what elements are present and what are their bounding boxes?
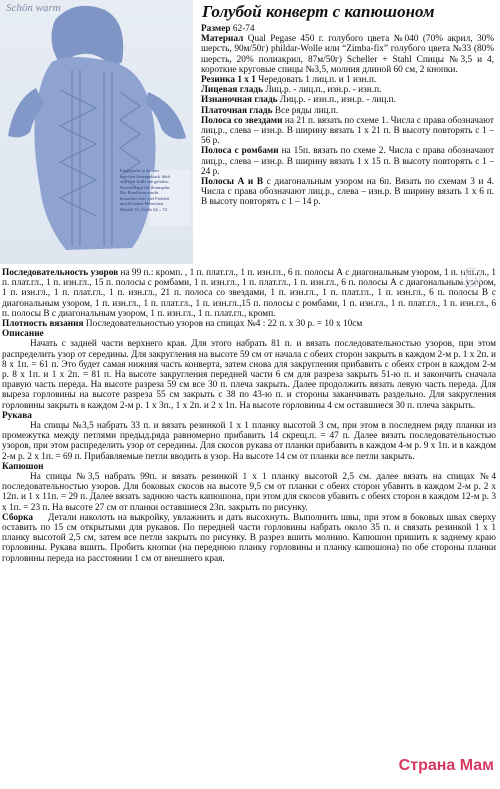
description-heading: Описание: [2, 329, 44, 340]
materials-column: [201, 24, 494, 208]
sleeve-heading: Рукава: [2, 410, 32, 421]
hood-paragraph: На спицы №3,5 набрать 99п. и вязать резинкой 1 х 1 планку высотой 2,5 см. далее вязать на спицах №4 последовательностью узоров. Для боковых скосов на высоте 9,5 см от планки с обеих сторон убавить в каждом 2-м р. 2 х 12п. и 1 х 11п. = 29 п. Далее вязать заднюю часть капюшона, при этом для скосов убавить с обеих сторон в каждом 12-м р. 3 х 1п. = 23 п. На высоте 27 см от планки оставшиеся 23п. закрыть по рисунку.: [2, 472, 496, 513]
garter-line: Платочная гладь Все ряды лиц.п.: [201, 105, 339, 116]
rib-line: Резинка 1 х 1 Чередовать 1 лиц.п. и 1 изн.п.: [201, 75, 377, 86]
photo-envelope-with-hood: [0, 0, 193, 264]
stockinette-line: Лицевая гладь Лиц.р. - лиц.п., изн.р. - изн.п.: [201, 85, 382, 96]
description-paragraph: Начать с задней части верхнего края. Для этого набрать 81 п. и вязать последовательностью узоров, при этом распределить узор от середины. Для закругления на высоте 59 см от начала с обеих сторон закрыть в каждом 2-м р. 1 х 2п. и 8 х 1п. = 61 п. Это будет самая нижняя часть конверта, затем снова для закругления прибавить с обеих строн в каждом 2-м р. 8 х 1п. и 1 х 2п. = 81 п. На высоте закругления передней части 6 см для разреза закрыть 51-ю п. и закончить сначала правую часть переда. На высоте разреза 59 см все 30 п. плеча закрыть. Далее продолжить вязать левую часть переда. Для выреза горловины на высоте разреза 55 см закрыть с 38 по 43-ю п. и стороны заканчивать раздельно. Для закругления горловины закрыть в каждом 2-м р. 1 х 3п., 1 х 2п. и 2 х 1п. На высоте горловины 4 см оставшиеся 30 п. плеча закрыть.: [2, 339, 496, 411]
page-title: Голубой конверт с капюшоном: [202, 2, 435, 21]
knitted-envelope-image: [0, 0, 193, 264]
watermark-diagonal: ©: [454, 258, 489, 297]
sleeve-paragraph: На спицы №3,5 набрать 33 п. и вязать резинкой 1 х 1 планку высотой 3 см, при этом в последнем ряду планки из промежутка между петлями предыд.ряда равномерно прибавить 14 скрещ.п. = 47 п. Далее вязать последовательностью узоров, при этом распределить узор от середины. Для скосов рукава от планки прибавить в каждом 4-м р. 9 х 1п. и в каждом 2-м р. 2 х 1п. = 69 п. Прибавляемые петли вводить в узор. На высоте 14 см от планки все петли закрыть.: [2, 421, 496, 462]
sequence-paragraph: Последовательность узоров на 99 п.: кромп. , 1 п. плат.гл., 1 п. изн.гл., 6 п. полосы А с диагональным узором, 1 п. изн.гл., 1 п. плат.гл., 1 п. изн.гл., 15 п. полосы с ромбами, 1 п. изн.гл., 1 п. плат.гл., 1 п. изн.гл., 6 п. полосы А с диагональным узором, 1 п. изн.гл., 1 п. плат.гл., 1 п. изн.гл., 21 п. полоса со звездами, 1 п. изн.гл., 1 п. плат.гл., 1 п. изн.гл., 6 п. полосы В с диагональным узором, 1 п. изн.гл., 1 п. плат.гл., 1 п. изн.гл.,15 п. полосы с ромбами, 1 п. изн.гл., 1 п. плат.гл., 1 п. изн.гл., 6 п. полосы В с диагональным узором, 1 п. изн.гл., 1 п. плат.гл., кромп.: [2, 268, 497, 319]
hood-heading: Капюшон: [2, 461, 44, 472]
instructions-body: [2, 268, 496, 564]
site-watermark: Страна Мам: [398, 757, 494, 774]
patterns-ab-paragraph: Полосы А и В с диагональным узором на 6п. Вязать по схемам 3 и 4. Числа с права обозначают лиц.р., слева – изн.р. В ширину вязать 1 х 6 п. В высоту повторять с 1 – 14 р.: [201, 177, 494, 208]
material-paragraph: Материал Qual Pegase 450 г. голубого цвета №040 (70% акрил, 30% шерсть, 90м/50г) phildar-Wolle или “Zimba-fix” голубого цвета №33 (80% шерсть, 20% полиакрил, 87м/50г) Scheller + Stahl Спицы №3,5 и 4, короткие круговые спицы №3,5, молния длиной 60 см, 2 кнопки.: [201, 34, 495, 75]
stars-paragraph: Полоса со звездами на 21 п. вязать по схеме 1. Числа с права обозначают лиц.р., слева – изн.р. В ширину вязать 1 х 21 п. В высоту повторять с 1 – 56 р.: [201, 115, 494, 147]
diamonds-paragraph: Полоса с ромбами на 15п. вязать по схеме 2. Числа с права обозначают лиц.р., слева – изн.р. В ширину вязать 1 х 15 п. В высоту повторять с 1 – 24 р.: [201, 146, 495, 177]
photo-note: Eingepackt in diesem weichen Strampelsack fühlt sich hier Kalle die gefallen Kuschelt mit die Strampeln. Die Rundform macht besonders hier viel Freiheit und Schuhen Menschen. Modell 15, Größe 62 – 74: [120, 168, 171, 212]
size-line: Размер 62-74: [201, 24, 255, 34]
assembly-paragraph: Сборка Детали наколоть на выкройку, увлажнить и дать высохнуть. Выполнить швы, при этом в боковых швах сверху оставить по 15 см открытыми для рукавов. По передней части горловины набрать около 35 п. и связать резинкой 1 х 1 планку высотой 2,5 см, затем все петли закрыть по рисунку. В разрез вшить молнию. Капюшон пришить к заднему краю горловины. Рукава вшить. Пробить кнопки (на переднюю планку горловины и планку капюшона) по обе стороны планки горловины переда на расстоянии 1 см от внешнего края.: [2, 512, 496, 564]
density-line: Плотность вязания Последовательностью узоров на спицах №4 : 22 п. х 30 р. = 10 х 10см: [2, 319, 363, 330]
photo-caption: Schön warm: [6, 2, 61, 14]
reverse-line: Изнаночная гладь Лиц.р. - изн.п., изн.р. - лиц.п.: [201, 95, 396, 106]
